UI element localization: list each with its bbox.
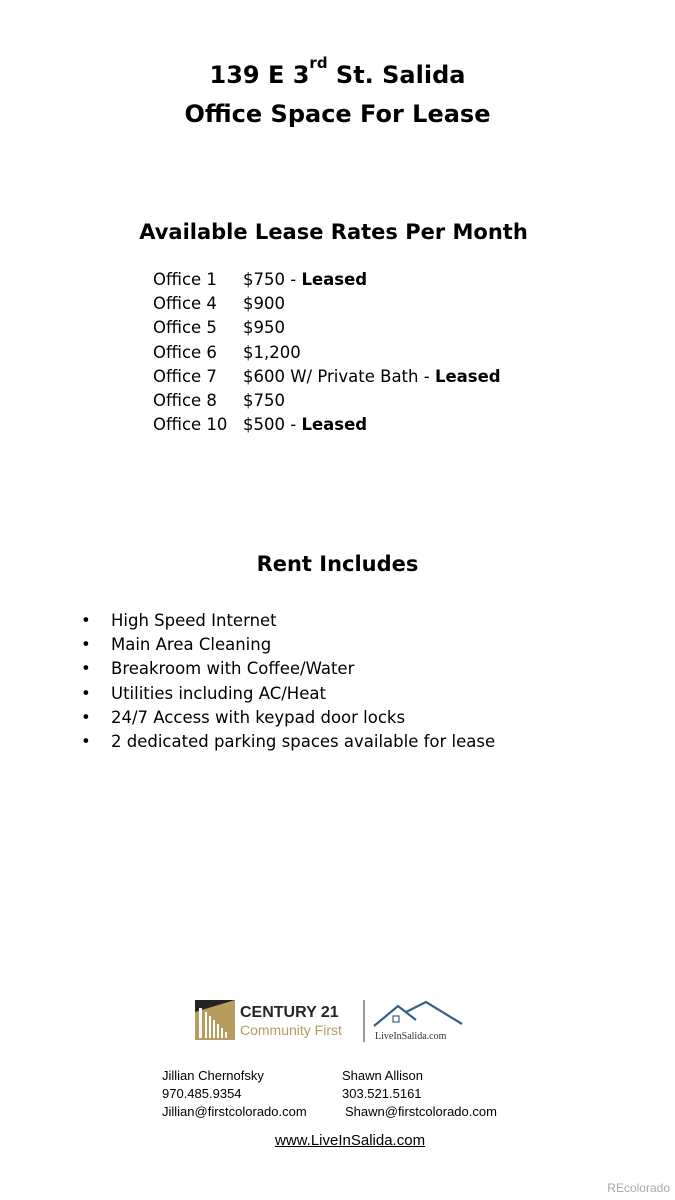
- office-name: Office 7: [153, 366, 217, 386]
- liveinsalida-house-icon: [374, 1002, 462, 1026]
- status-leased: Leased: [301, 270, 368, 289]
- status-separator: -: [418, 366, 435, 386]
- includes-text: Utilities including AC/Heat: [111, 683, 326, 703]
- office-price: $600 W/ Private Bath: [243, 366, 419, 386]
- rates-list: [153, 268, 501, 437]
- includes-list: [81, 609, 495, 754]
- contact-email[interactable]: Jillian@firstcolorado.com: [162, 1104, 307, 1119]
- rates-heading: Available Lease Rates Per Month: [139, 220, 528, 244]
- includes-text: 24/7 Access with keypad door locks: [111, 707, 406, 727]
- office-name: Office 4: [153, 294, 217, 314]
- office-name: Office 6: [153, 342, 217, 362]
- office-price: $900: [243, 294, 285, 314]
- includes-item: [81, 657, 495, 681]
- rate-row: [153, 389, 501, 413]
- rate-row: [153, 413, 501, 437]
- includes-item: [81, 730, 495, 754]
- brand-line1: CENTURY 21: [240, 1004, 339, 1021]
- brand-line2: Community First: [240, 1022, 342, 1038]
- includes-text: Main Area Cleaning: [111, 635, 272, 655]
- office-price: $1,200: [243, 342, 301, 362]
- partner-text: LiveInSalida.com: [375, 1031, 447, 1042]
- office-price: $750: [243, 390, 285, 410]
- bullet-icon: •: [81, 683, 91, 703]
- page-title-address: 139 E 3rd St. Salida: [209, 54, 466, 89]
- rate-row: [153, 341, 501, 365]
- bullet-icon: •: [81, 707, 91, 727]
- rate-row: [153, 316, 501, 340]
- rate-row: [153, 292, 501, 316]
- bullet-icon: •: [81, 731, 91, 751]
- website-link[interactable]: www.LiveInSalida.com: [275, 1132, 426, 1149]
- office-name: Office 5: [153, 318, 217, 338]
- includes-text: 2 dedicated parking spaces available for lease: [111, 731, 496, 751]
- includes-text: High Speed Internet: [111, 611, 277, 630]
- contact-phone[interactable]: 303.521.5161: [342, 1086, 422, 1101]
- office-price: $750: [243, 270, 285, 289]
- contact-phone[interactable]: 970.485.9354: [162, 1086, 242, 1101]
- century21-liveinsalida-logo: [194, 998, 466, 1044]
- rate-row: [153, 268, 501, 292]
- office-name: Office 10: [153, 415, 228, 435]
- includes-text: Breakroom with Coffee/Water: [111, 659, 355, 679]
- status-separator: -: [285, 270, 302, 289]
- century21-mark-icon: [195, 1000, 235, 1040]
- includes-item: [81, 706, 495, 730]
- contact-jillian: [162, 1067, 307, 1121]
- contact-email[interactable]: Shawn@firstcolorado.com: [345, 1104, 497, 1119]
- includes-heading: Rent Includes: [256, 552, 419, 576]
- rate-row: [153, 365, 501, 389]
- bullet-icon: •: [81, 659, 91, 679]
- bullet-icon: •: [81, 611, 91, 630]
- status-leased: Leased: [301, 415, 368, 435]
- includes-item: [81, 609, 495, 633]
- contact-shawn: [342, 1067, 497, 1121]
- office-name: Office 1: [153, 270, 217, 289]
- bullet-icon: •: [81, 635, 91, 655]
- page-title-subtitle: Office Space For Lease: [184, 100, 491, 128]
- office-price: $950: [243, 318, 285, 338]
- office-name: Office 8: [153, 390, 217, 410]
- office-price: $500: [243, 415, 285, 435]
- watermark: REcolorado: [607, 1181, 670, 1195]
- contact-name: Shawn Allison: [342, 1068, 423, 1083]
- status-leased: Leased: [434, 366, 501, 386]
- contact-name: Jillian Chernofsky: [162, 1068, 264, 1083]
- includes-item: [81, 682, 495, 706]
- status-separator: -: [285, 415, 302, 435]
- includes-item: [81, 633, 495, 657]
